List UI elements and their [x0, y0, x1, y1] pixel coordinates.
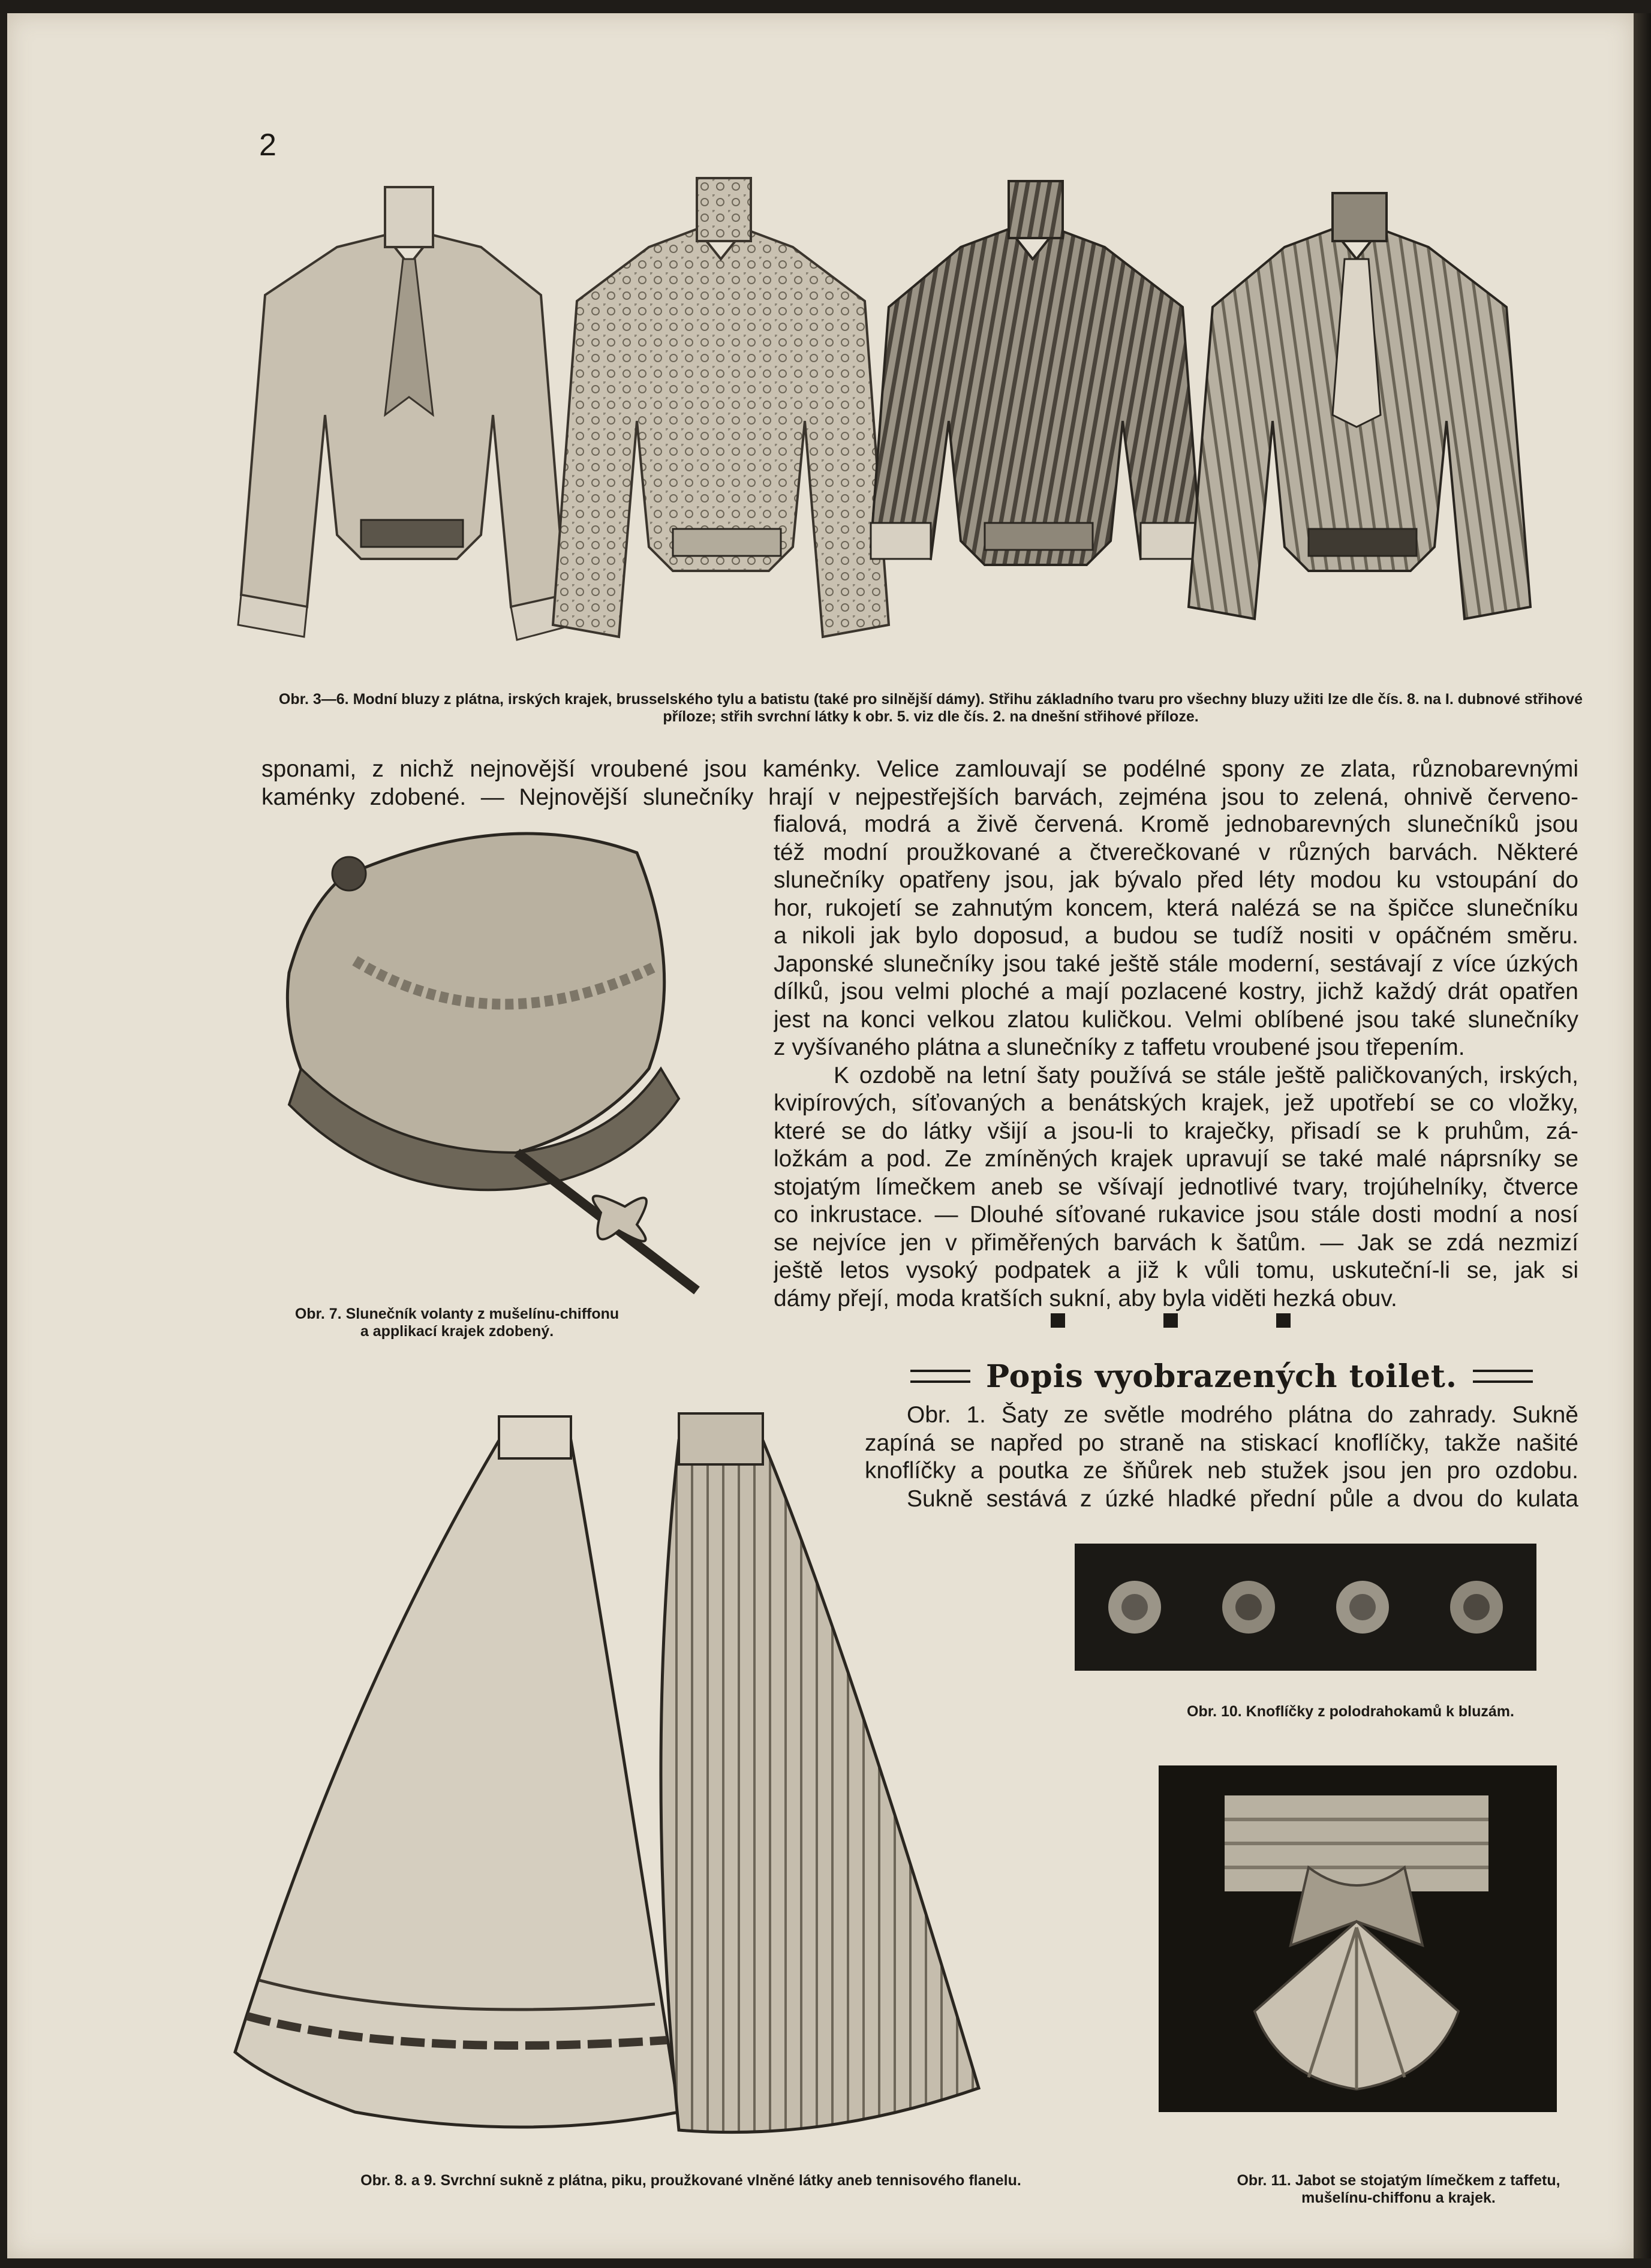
- skirts-drawing: [223, 1404, 1003, 2154]
- text-line: stojatým límečkem aneb se všívají jednotlivé tvary, trojúhelníky, čtverce: [774, 1174, 1578, 1200]
- text-line: jest na konci velkou zlatou kuličkou. Velmi oblíbené jsou také slunečníky: [774, 1006, 1578, 1033]
- magazine-page: [7, 13, 1634, 2258]
- text-line: které se do látky všijí a jsou-li to kraječky, přisadí se k pruhům, zá-: [774, 1118, 1578, 1144]
- text-line: Obr. 1. Šaty ze světle modrého plátna do zahrady. Sukně: [907, 1402, 1578, 1428]
- buttons-photo: [1075, 1544, 1536, 1671]
- jabot-caption: [1177, 2172, 1620, 2207]
- blouse-2: [553, 178, 889, 637]
- section-heading: [901, 1355, 1542, 1397]
- text-line: ložkám a pod. Ze zmíněných krajek upravují se také malé náprsníky se: [774, 1146, 1578, 1172]
- text-line: K ozdobě na letní šaty používá se stále ještě paličkovaných, irských,: [834, 1062, 1578, 1088]
- button-gem: [1108, 1581, 1161, 1634]
- parasol-illustration: [265, 817, 721, 1297]
- divider-square: [1276, 1313, 1291, 1328]
- heading-rule-right: [1473, 1370, 1533, 1383]
- page-number: 2: [259, 128, 276, 163]
- text-line: slunečníky opatřeny jsou, jak bývalo před léty modou ku vstoupání do: [774, 867, 1578, 893]
- text-line: fialová, modrá a živě červená. Kromě jednobarevných slunečníků jsou: [774, 811, 1578, 837]
- buttons-drawing: [1075, 1544, 1536, 1671]
- button-gem: [1336, 1581, 1389, 1634]
- parasol-caption-line-2: a applikací krajek zdobený.: [360, 1323, 554, 1340]
- text-line: dámy přejí, moda kratších sukní, aby byla viděti hezká obuv.: [774, 1285, 1397, 1312]
- text-line: z vyšívaného plátna a slunečníky z taffetu vroubené jsou třepením.: [774, 1034, 1465, 1060]
- text-line: kaménky zdobené. — Nejnovější slunečníky hrají v nejpestřejších barvách, zejména jsou to zelená, ohnivě červeno-: [261, 784, 1578, 810]
- text-line: se nejvíce jen v přiměřených barvách k šatům. — Jak se zdá nezmizí: [774, 1229, 1578, 1256]
- article-column: [774, 811, 1578, 1313]
- section-divider: [1051, 1313, 1291, 1337]
- jabot-drawing: [1159, 1765, 1557, 2112]
- heading-rule-left: [910, 1370, 970, 1383]
- divider-square: [1051, 1313, 1065, 1328]
- section-title: Popis vyobrazených toilet.: [985, 1358, 1458, 1395]
- text-line: ještě letos vysoký podpatek a již k vůli tomu, uskuteční-li se, jak si: [774, 1258, 1578, 1283]
- skirts-caption: Obr. 8. a 9. Svrchní sukně z plátna, piku, proužkované vlněné látky aneb tennisového flanelu.: [360, 2172, 1021, 2189]
- blouses-drawing: [229, 163, 1578, 673]
- text-line: zapíná se napřed po straně na stiskací knoflíčky, takže našité: [865, 1430, 1578, 1456]
- text-line: sponami, z nichž nejnovější vroubené jsou kaménky. Velice zamlouvají se podélné spony ze zlata, různobarevnými: [261, 756, 1578, 782]
- parasol-caption: [247, 1306, 667, 1340]
- blouse-1: [238, 187, 574, 640]
- text-line: Japonské slunečníky jsou také ještě stále moderní, sestávají z více úzkých: [774, 950, 1578, 977]
- text-line: Sukně sestává z úzké hladké přední půle a dvou do kulata: [907, 1485, 1578, 1512]
- text-line: hor, rukojetí se zahnutým koncem, která nalézá se na špičce slunečníku: [774, 895, 1578, 921]
- parasol-drawing: [265, 817, 721, 1297]
- text-line: kvipírových, síťovaných a benátských krajek, jež upotřebí se co vložky,: [774, 1090, 1578, 1116]
- text-line: a nikoli jak bylo doposud, a budou se tudíž nositi v opáčném směru.: [774, 923, 1578, 949]
- jabot-caption-line-1: Obr. 11. Jabot se stojatým límečkem z taffetu,: [1237, 2172, 1560, 2189]
- blouses-illustration: [229, 163, 1578, 673]
- buttons-caption: Obr. 10. Knoflíčky z polodrahokamů k bluzám.: [1187, 1703, 1514, 1720]
- text-line: dílků, jsou velmi ploché a mají pozlacené kostry, jichž každý drát opatřen: [774, 979, 1578, 1004]
- button-gem: [1222, 1581, 1275, 1634]
- intro-paragraph: [261, 756, 1578, 811]
- page-edge-shadow: [1634, 13, 1651, 2258]
- blouses-caption: Obr. 3—6. Modní bluzy z plátna, irských krajek, brusselského tylu a batistu (také pro silnější dámy). Střihu základního tvaru pro všechny bluzy užiti lze dle čís. 8. na I. dubnové střihové přílozе; střih svrchní látky k obr. 5. viz dle čís. 2. na dnešní střihové příloze.: [278, 691, 1583, 725]
- text-line: knoflíčky a poutka ze šňůrek neb stužek jsou jen pro ozdobu.: [865, 1458, 1578, 1484]
- skirts-illustration: [223, 1404, 1003, 2154]
- blouse-4: [1189, 193, 1530, 619]
- button-gem: [1450, 1581, 1503, 1634]
- text-line: co inkrustace. — Dlouhé síťované rukavice jsou stále dosti modní a nosí: [774, 1202, 1578, 1228]
- skirt-9: [661, 1413, 979, 2132]
- jabot-photo: [1159, 1765, 1557, 2112]
- blouse-3: [871, 181, 1201, 565]
- divider-square: [1163, 1313, 1178, 1328]
- parasol-caption-line-1: Obr. 7. Slunečník volanty z mušelínu-chiffonu: [294, 1306, 619, 1322]
- jabot-caption-line-2: mušelínu-chiffonu a krajek.: [1301, 2189, 1496, 2206]
- skirt-8: [235, 1416, 679, 2127]
- text-line: též modní proužkované a čtverečkované v různých barvách. Některé: [774, 839, 1578, 865]
